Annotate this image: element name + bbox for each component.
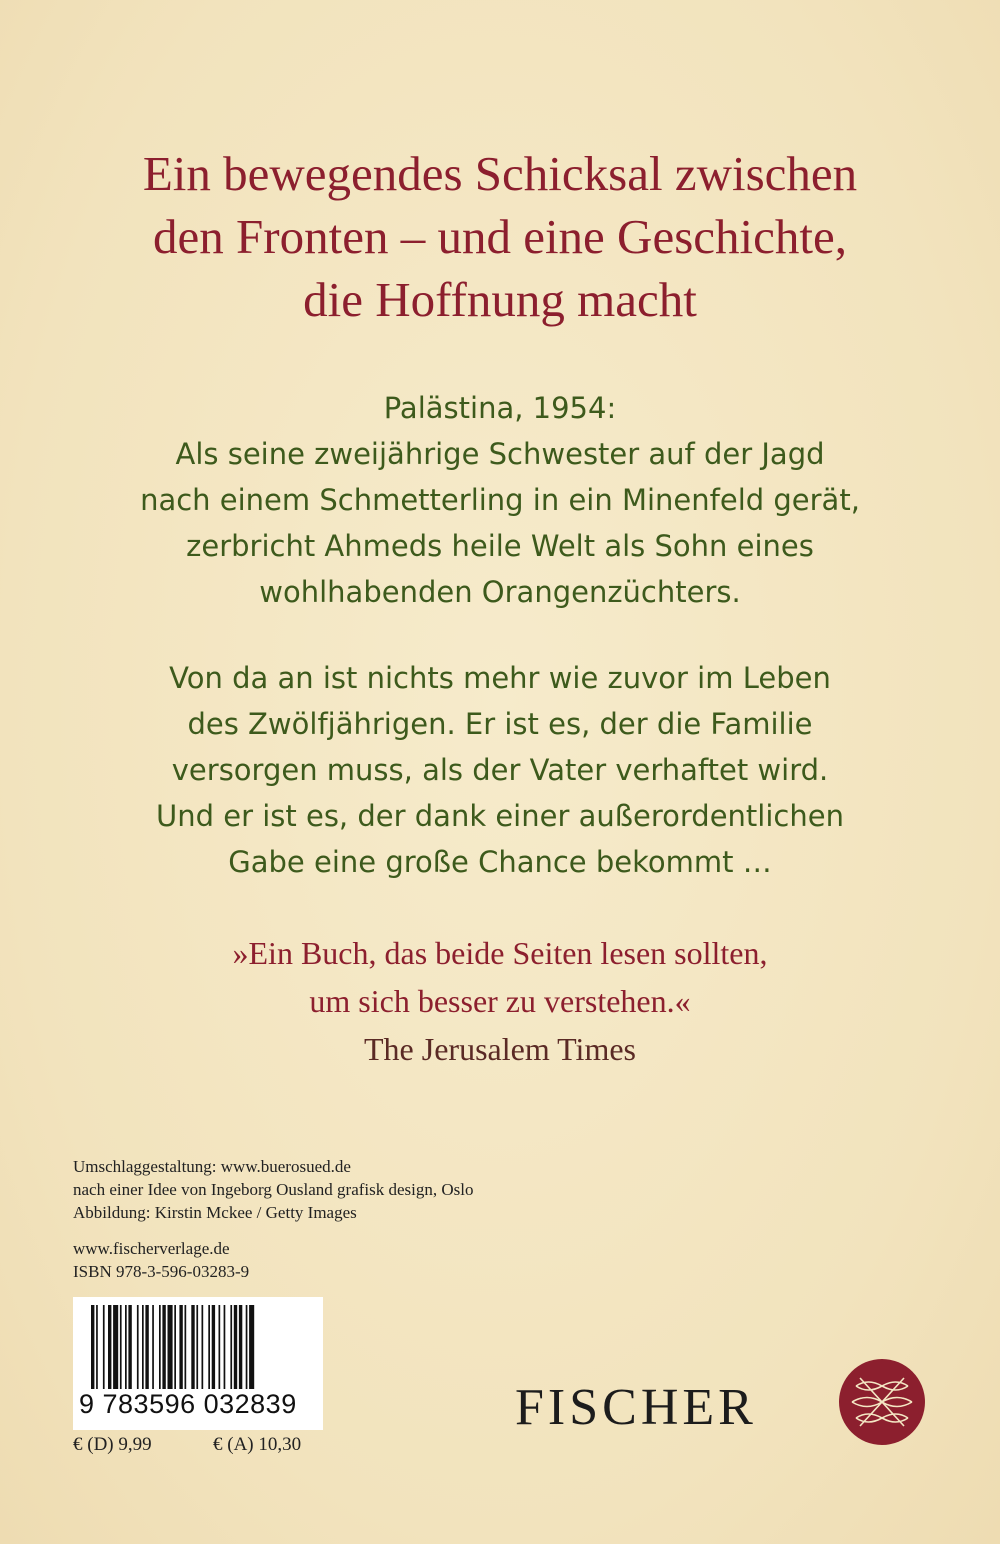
headline-line: die Hoffnung macht [303,272,697,327]
review-quote [100,929,900,1073]
price-austria: € (A) 10,30 [213,1434,302,1455]
blurb-line: Als seine zweijährige Schwester auf der Jagd [175,437,825,471]
blurb-line: wohlhabenden Orangenzüchters. [259,575,741,609]
blurb-line: nach einem Schmetterling in ein Minenfeld gerät, [140,483,860,517]
quote-source: The Jerusalem Times [364,1031,636,1067]
fischer-fish-logo-icon [838,1358,926,1446]
blurb-line: des Zwölfjährigen. Er ist es, der die Familie [187,707,813,741]
barcode [73,1297,323,1430]
credit-line: Abbildung: Kirstin Mckee / Getty Images [73,1203,357,1222]
isbn-text: ISBN 978-3-596-03283-9 [73,1262,250,1281]
blurb-line: zerbricht Ahmeds heile Welt als Sohn eines [186,529,814,563]
blurb-line: Gabe eine große Chance bekommt … [228,845,772,879]
headline-line: den Fronten – und eine Geschichte, [153,209,847,264]
blurb-paragraph-2 [100,655,900,885]
credit-line: nach einer Idee von Ingeborg Ousland grafisk design, Oslo [73,1180,474,1199]
blurb-line: Palästina, 1954: [383,391,617,425]
price-germany: € (D) 9,99 [73,1434,152,1455]
quote-line: »Ein Buch, das beide Seiten lesen sollten, [232,935,768,971]
headline-line: Ein bewegendes Schicksal zwischen [142,146,858,201]
blurb-line: Und er ist es, der dank einer außerordentlichen [156,799,844,833]
cover-credits [73,1155,474,1224]
publisher-name: FISCHER [515,1379,757,1436]
headline [100,142,900,331]
blurb-paragraph-1 [100,385,900,615]
barcode-digits: 9 783596 032839 [79,1389,297,1419]
quote-line: um sich besser zu verstehen.« [309,983,691,1019]
blurb-line: Von da an ist nichts mehr wie zuvor im Leben [169,661,831,695]
website-link[interactable]: www.fischerverlage.de [73,1239,230,1258]
blurb-line: versorgen muss, als der Vater verhaftet wird. [171,753,829,787]
credit-line: Umschlaggestaltung: www.buerosued.de [73,1157,351,1176]
publisher-info [73,1237,249,1283]
